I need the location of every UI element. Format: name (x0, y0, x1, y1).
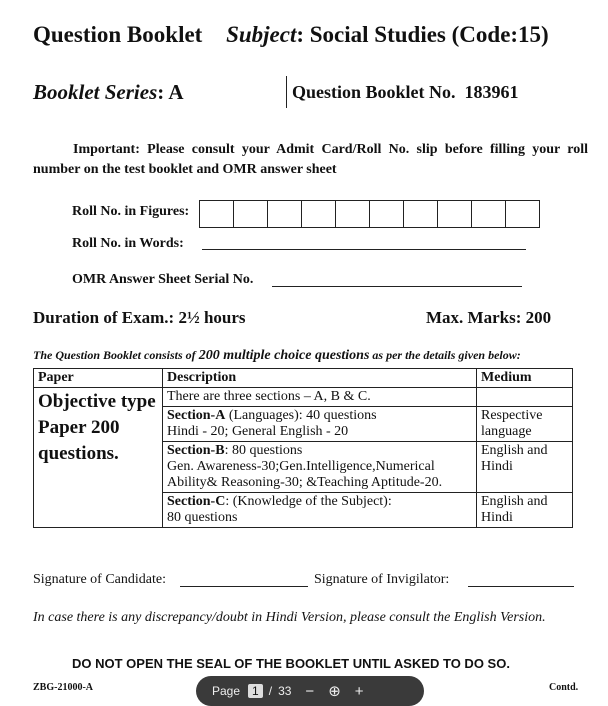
table-header-row (34, 369, 573, 388)
booklet-series: Booklet Series: A (33, 80, 184, 104)
roll-digit-box[interactable] (403, 200, 438, 228)
section-b-medium: English and Hindi (477, 442, 573, 493)
contd-label: Contd. (549, 682, 579, 693)
page-title: Question Booklet Subject: Social Studies (Code:15) (33, 22, 549, 47)
duration: Duration of Exam.: 2½ hours (33, 308, 246, 327)
booklet-code: ZBG-21000-A (33, 682, 93, 693)
omr-serial-label: OMR Answer Sheet Serial No. (72, 272, 254, 287)
table-row (34, 388, 573, 407)
roll-digit-box[interactable] (233, 200, 268, 228)
details-table (33, 368, 573, 528)
invigilator-signature-label: Signature of Invigilator: (314, 572, 450, 587)
important-note: Important: Please consult your Admit Card/Roll No. slip before filling your roll number on the test booklet and OMR answer sheet (33, 142, 588, 177)
roll-digit-box[interactable] (267, 200, 302, 228)
roll-words-line[interactable] (202, 249, 526, 250)
roll-figures-label: Roll No. in Figures: (72, 204, 190, 219)
booklet-number: Question Booklet No. 183961 (292, 82, 519, 102)
candidate-signature-line[interactable] (180, 586, 308, 587)
consists-note: The Question Booklet consists of 200 multiple choice questions as per the details given below: (33, 348, 521, 363)
roll-digit-box[interactable] (505, 200, 540, 228)
section-c-medium: English and Hindi (477, 493, 573, 528)
divider (286, 76, 287, 108)
zoom-in-icon[interactable]: + (354, 682, 364, 700)
roll-digit-box[interactable] (437, 200, 472, 228)
header-description: Description (163, 369, 477, 388)
paper-cell: Objective type Paper 200 questions. (34, 388, 163, 528)
pdf-viewer-toolbar (196, 676, 424, 706)
zoom-fit-icon[interactable]: ⊕ (328, 683, 341, 700)
section-a-medium: Respective language (477, 407, 573, 442)
discrepancy-note: In case there is any discrepancy/doubt in Hindi Version, please consult the English Version. (33, 610, 546, 625)
intro-cell: There are three sections – A, B & C. (163, 388, 477, 407)
subject-label: Subject (226, 22, 297, 47)
max-marks: Max. Marks: 200 (426, 308, 552, 327)
page-label: Page (212, 684, 241, 698)
header-paper: Paper (34, 369, 163, 388)
candidate-signature-label: Signature of Candidate: (33, 572, 166, 587)
seal-warning: DO NOT OPEN THE SEAL OF THE BOOKLET UNTIL ASKED TO DO SO. (72, 656, 510, 671)
roll-digit-box[interactable] (471, 200, 506, 228)
invigilator-signature-line[interactable] (468, 586, 574, 587)
roll-digit-box[interactable] (301, 200, 336, 228)
page-separator: / (268, 684, 273, 698)
subject-value: : Social Studies (Code:15) (296, 22, 549, 47)
intro-medium-cell (477, 388, 573, 407)
section-c-cell: Section-C: (Knowledge of the Subject): 80 questions (163, 493, 477, 528)
section-b-cell: Section-B: 80 questions Gen. Awareness-30;Gen.Intelligence,Numerical Ability& Reasoning-30; &Teaching Aptitude-20. (163, 442, 477, 493)
roll-digit-box[interactable] (199, 200, 234, 228)
roll-digit-box[interactable] (335, 200, 370, 228)
roll-words-label: Roll No. in Words: (72, 236, 184, 251)
omr-serial-line[interactable] (272, 286, 522, 287)
header-medium: Medium (477, 369, 573, 388)
roll-digit-box[interactable] (369, 200, 404, 228)
roll-figures-boxes[interactable] (200, 200, 540, 228)
page-number-input[interactable]: 1 (248, 684, 263, 698)
zoom-out-icon[interactable]: − (305, 682, 315, 700)
section-a-cell: Section-A (Languages): 40 questions Hindi - 20; General English - 20 (163, 407, 477, 442)
page-total: 33 (278, 684, 292, 698)
